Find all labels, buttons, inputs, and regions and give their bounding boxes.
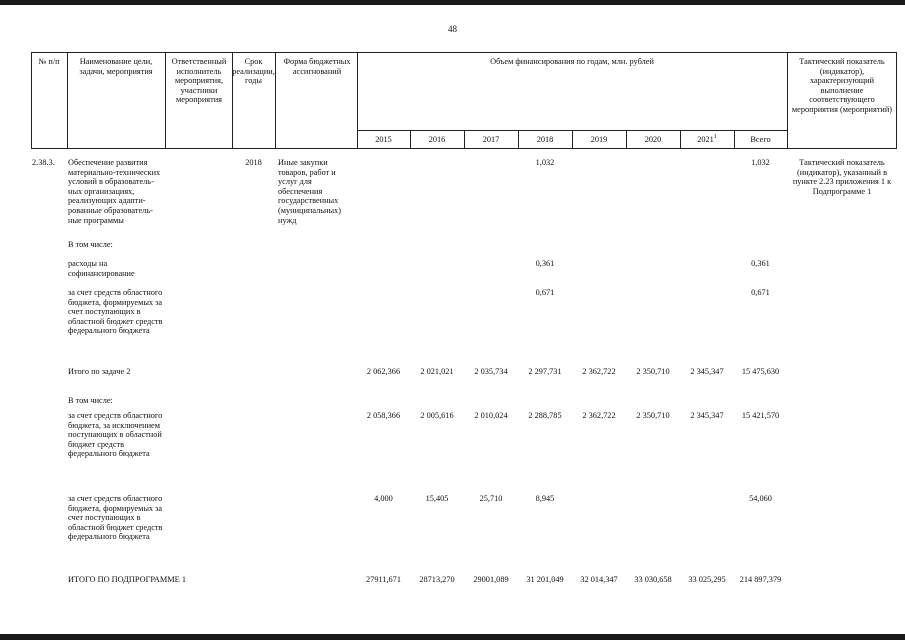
- header-term: Срок реализации, годы: [232, 57, 275, 86]
- header-number: № п/п: [38, 57, 60, 66]
- value-2017: 2 010,024: [474, 411, 508, 420]
- value-total: 214 897,379: [739, 575, 782, 584]
- value-2016: 2 021,021: [420, 367, 454, 376]
- value-total: 1,032: [751, 158, 770, 167]
- row-indicator: Тактический показатель (индикатор), указанный в пункте 2.23 приложения 1 к Подпрограмме 1: [792, 158, 892, 196]
- value-2021: 33 025,295: [688, 575, 726, 584]
- header-year: 2020: [644, 135, 662, 144]
- value-2018: 1,032: [535, 158, 555, 167]
- value-2020: 33 030,658: [634, 575, 672, 584]
- value-total: 54,060: [749, 494, 772, 503]
- scan-bottom-border: [0, 634, 905, 640]
- row-form: Иные закупки товаров, работ и услуг для обеспечения государственных (муниципальных) нужд: [278, 158, 341, 225]
- value-2021: 2 345,347: [690, 411, 724, 420]
- row-name: ИТОГО ПО ПОДПРОГРАММЕ 1: [68, 575, 186, 584]
- header-total: Всего: [750, 135, 771, 144]
- value-2018: 0,361: [535, 259, 555, 268]
- value-2015: 27911,671: [366, 575, 401, 584]
- header-year: 2017: [482, 135, 500, 144]
- row-name: за счет средств областного бюджета, формируемых за счет поступающих в областной бюджет средств федерального бюджета: [68, 288, 163, 336]
- row-name: за счет средств областного бюджета, за исключением поступающих в областной бюджет средств федерального бюджета: [68, 411, 163, 459]
- value-2021: 2 345,347: [690, 367, 724, 376]
- page-number: 48: [448, 24, 457, 34]
- row-name: Обеспечение развития материально-технических условий в образователь-ных организациях, реализующих адапти-рованные образователь-ные программы: [68, 158, 161, 225]
- row-name: Итого по задаче 2: [68, 367, 131, 376]
- value-total: 0,671: [751, 288, 770, 297]
- header-name: Наименование цели, задачи, мероприятия: [79, 57, 153, 76]
- header-form: Форма бюджетных ассигнований: [283, 57, 351, 76]
- value-2016: 15,405: [425, 494, 449, 503]
- value-2015: 2 058,366: [366, 411, 401, 420]
- row-name: расходы на софинансирование: [68, 259, 135, 278]
- row-name: В том числе:: [68, 240, 113, 249]
- scan-top-border: [0, 0, 905, 5]
- row-name: В том числе:: [68, 396, 113, 405]
- header-year: 2015: [375, 135, 392, 144]
- value-2016: 28713,270: [419, 575, 455, 584]
- header-indicator: Тактический показатель (индикатор), характеризующий выполнение соответствующего мероприятия (мероприятий): [791, 57, 893, 114]
- value-2019: 2 362,722: [582, 367, 616, 376]
- row-term: 2018: [245, 158, 262, 167]
- value-2018: 2 297,731: [528, 367, 562, 376]
- value-2016: 2 005,616: [420, 411, 454, 420]
- row-number: 2.38.3.: [32, 158, 55, 167]
- value-2019: 32 014,347: [580, 575, 618, 584]
- value-2020: 2 350,710: [636, 367, 670, 376]
- header-responsible: Ответственный исполнитель мероприятия, участники мероприятия: [171, 57, 227, 105]
- header-year: 2018: [536, 135, 554, 144]
- value-total: 15 421,570: [741, 411, 780, 420]
- value-2018: 0,671: [535, 288, 555, 297]
- value-total: 15 475,630: [741, 367, 780, 376]
- header-volume: Объем финансирования по годам, млн. рублей: [490, 57, 654, 66]
- value-2015: 4,000: [374, 494, 393, 503]
- row-name: за счет средств областного бюджета, формируемых за счет поступающих в областной бюджет средств федерального бюджета: [68, 494, 163, 542]
- value-total: 0,361: [751, 259, 770, 268]
- value-2018: 31 201,049: [526, 575, 564, 584]
- value-2015: 2 062,366: [366, 367, 401, 376]
- value-2017: 25,710: [479, 494, 503, 503]
- header-year-2021: 2021$^1$: [697, 134, 717, 144]
- value-2019: 2 362,722: [582, 411, 616, 420]
- value-2017: 2 035,734: [474, 367, 508, 376]
- value-2017: 29001,089: [473, 575, 509, 584]
- footnote-marker: 1: [713, 134, 717, 141]
- value-2020: 2 350,710: [636, 411, 670, 420]
- header-year: 2019: [590, 135, 608, 144]
- value-2018: 2 288,785: [528, 411, 562, 420]
- header-year: 2016: [428, 135, 446, 144]
- value-2018: 8,945: [535, 494, 555, 503]
